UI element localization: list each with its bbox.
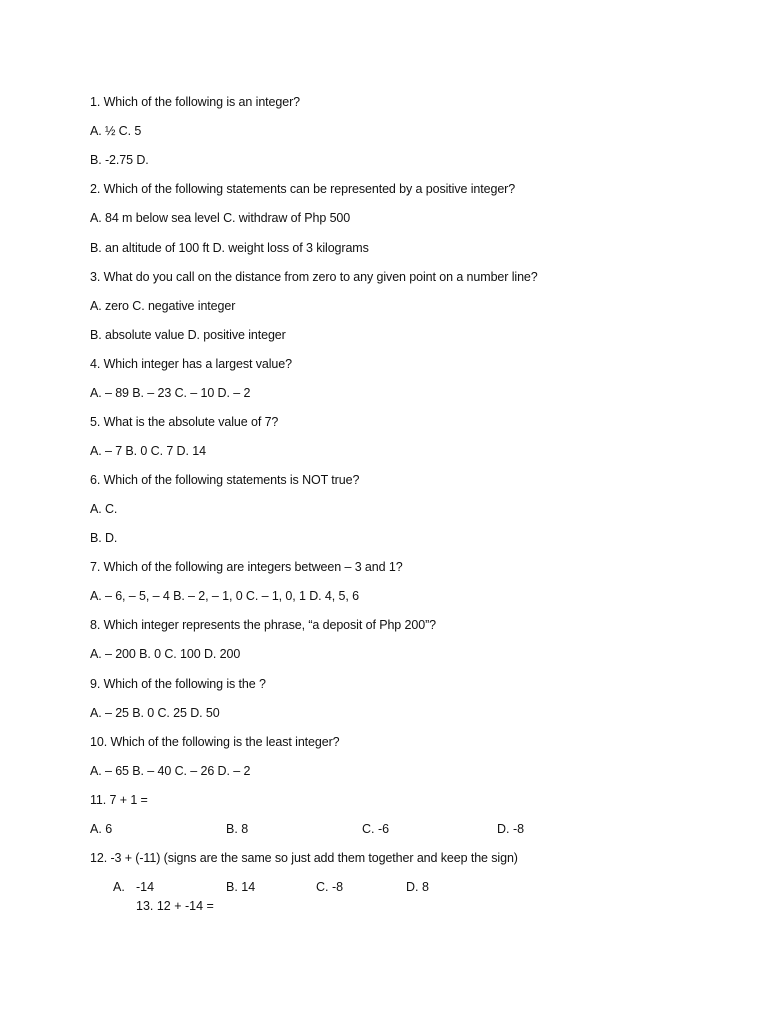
question-3: 3. What do you call on the distance from zero to any given point on a number line? <box>90 270 538 284</box>
question-1-options-row-2: B. -2.75 D. <box>90 153 149 167</box>
question-1-options-row-1: A. ½ C. 5 <box>90 124 142 138</box>
question-2-options-row-2: B. an altitude of 100 ft D. weight loss of 3 kilograms <box>90 241 369 255</box>
question-6-options-row-2: B. D. <box>90 531 118 545</box>
question-8: 8. Which integer represents the phrase, “a deposit of Php 200”? <box>90 618 436 632</box>
question-11-option-c: C. -6 <box>362 822 390 836</box>
question-3-options-row-2: B. absolute value D. positive integer <box>90 328 286 342</box>
question-5: 5. What is the absolute value of 7? <box>90 415 279 429</box>
question-11-option-d: D. -8 <box>497 822 525 836</box>
question-3-options-row-1: A. zero C. negative integer <box>90 299 236 313</box>
question-5-options: A. – 7 B. 0 C. 7 D. 14 <box>90 444 206 458</box>
question-2-options-row-1: A. 84 m below sea level C. withdraw of Php 500 <box>90 211 351 225</box>
question-4-options: A. – 89 B. – 23 C. – 10 D. – 2 <box>90 386 251 400</box>
question-4: 4. Which integer has a largest value? <box>90 357 292 371</box>
question-2: 2. Which of the following statements can be represented by a positive integer? <box>90 182 516 196</box>
question-10-options: A. – 65 B. – 40 C. – 26 D. – 2 <box>90 764 251 778</box>
question-11-option-b: B. 8 <box>226 822 249 836</box>
question-9: 9. Which of the following is the ? <box>90 677 266 691</box>
question-12: 12. -3 + (-11) (signs are the same so just add them together and keep the sign) <box>90 851 518 865</box>
question-6-options-row-1: A. C. <box>90 502 118 516</box>
question-8-options: A. – 200 B. 0 C. 100 D. 200 <box>90 647 241 661</box>
question-12-option-d: D. 8 <box>406 880 429 894</box>
question-11: 11. 7 + 1 = <box>90 793 148 807</box>
question-6: 6. Which of the following statements is NOT true? <box>90 473 360 487</box>
question-12-option-c: C. -8 <box>316 880 344 894</box>
question-10: 10. Which of the following is the least integer? <box>90 735 340 749</box>
question-7: 7. Which of the following are integers between – 3 and 1? <box>90 560 403 574</box>
question-7-options: A. – 6, – 5, – 4 B. – 2, – 1, 0 C. – 1, 0, 1 D. 4, 5, 6 <box>90 589 359 603</box>
question-11-option-a: A. 6 <box>90 822 113 836</box>
question-13: 13. 12 + -14 = <box>136 899 214 913</box>
question-9-options: A. – 25 B. 0 C. 25 D. 50 <box>90 706 220 720</box>
question-12-option-a: -14 <box>136 880 155 894</box>
question-12-option-b: B. 14 <box>226 880 256 894</box>
question-1: 1. Which of the following is an integer? <box>90 95 301 109</box>
question-12-option-a-letter: A. <box>113 880 125 894</box>
